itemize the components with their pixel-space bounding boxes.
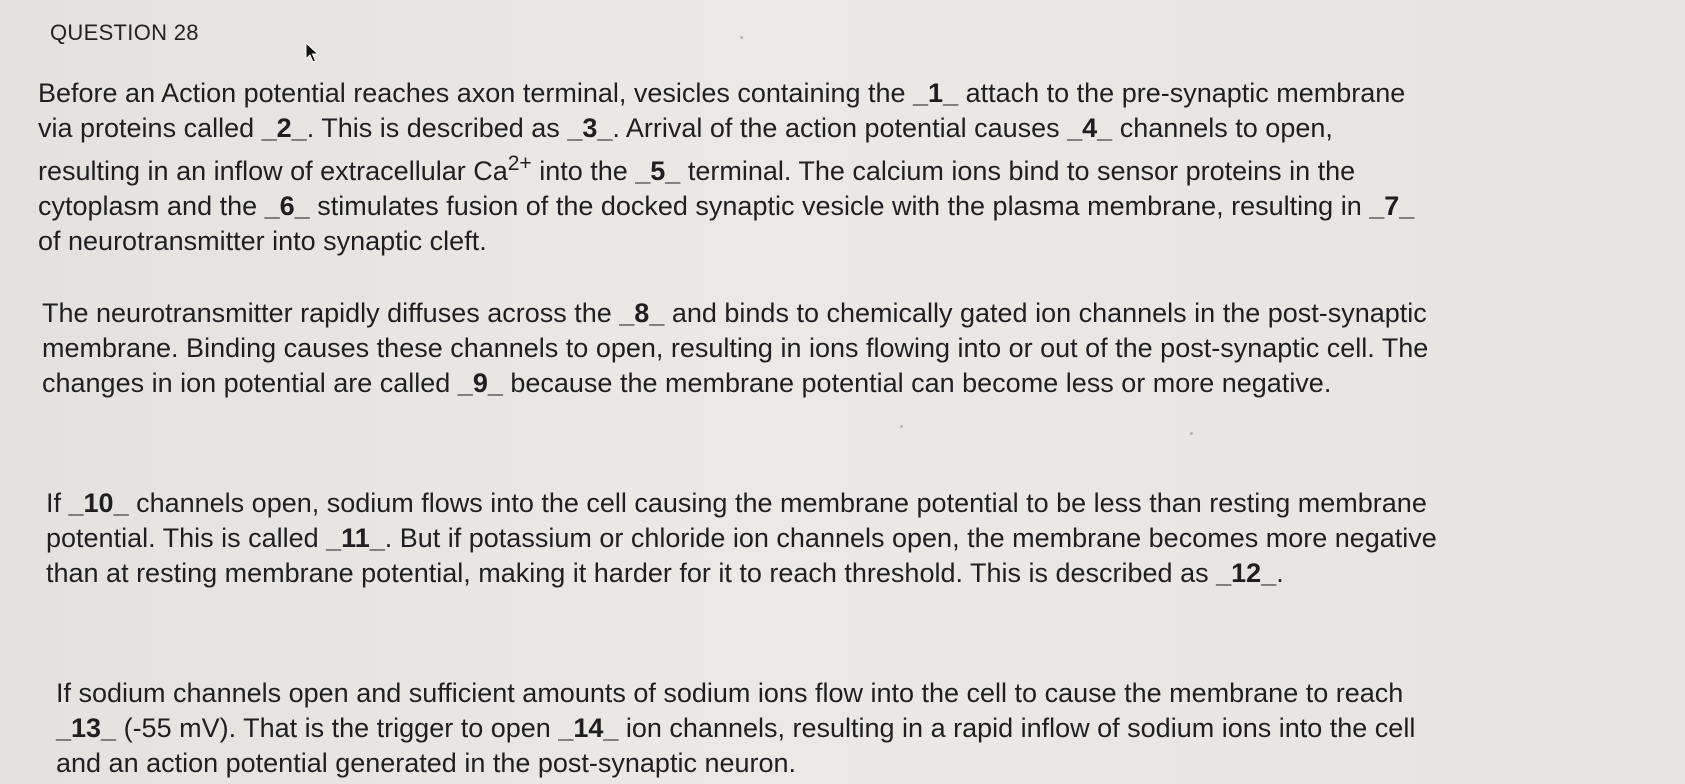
- blank-13: _13_: [56, 713, 117, 743]
- text-segment: terminal. The calcium ions bind to sensor proteins in the: [680, 156, 1356, 186]
- paragraph-3-line-2: [46, 521, 1666, 556]
- screen-speck: [900, 425, 903, 428]
- screen-speck: [1190, 432, 1193, 435]
- blank-12: _12_: [1216, 558, 1277, 588]
- text-segment: channels open, sodium flows into the cell causing the membrane potential to be less than resting membrane: [128, 488, 1427, 518]
- paragraph-2-line-2: membrane. Binding causes these channels to open, resulting in ions flowing into or out of the post-synaptic cell. The: [42, 333, 1429, 363]
- paragraph-4-line-2: [56, 711, 1676, 746]
- blank-2: _2_: [261, 113, 307, 143]
- blank-8: _8_: [619, 298, 665, 328]
- text-segment: cytoplasm and the: [38, 191, 265, 221]
- text-segment: ion channels, resulting in a rapid inflow of sodium ions into the cell: [618, 713, 1416, 743]
- paragraph-1-line-1: [38, 76, 1658, 111]
- paragraph-1: [38, 76, 1658, 259]
- paragraph-1-line-5: of neurotransmitter into synaptic cleft.: [38, 226, 487, 256]
- paragraph-3: [46, 486, 1666, 591]
- blank-9: _9_: [457, 368, 503, 398]
- paragraph-3-line-1: [46, 486, 1666, 521]
- paragraph-1-line-4: [38, 189, 1658, 224]
- text-segment: .: [1276, 558, 1284, 588]
- text-segment: If: [46, 488, 69, 518]
- paragraph-4-line-3: and an action potential generated in the post-synaptic neuron.: [56, 748, 797, 778]
- text-segment: attach to the pre-synaptic membrane: [958, 78, 1406, 108]
- paragraph-4-line-1: If sodium channels open and sufficient amounts of sodium ions flow into the cell to cause the membrane to reach: [56, 678, 1404, 708]
- blank-14: _14_: [558, 713, 619, 743]
- text-segment: into the: [531, 156, 636, 186]
- blank-10: _10_: [68, 488, 129, 518]
- text-segment: . This is described as: [306, 113, 568, 143]
- blank-5: _5_: [635, 156, 681, 186]
- text-segment: via proteins called: [38, 113, 262, 143]
- calcium-charge-superscript: 2+: [507, 152, 532, 175]
- mouse-pointer-icon: [304, 42, 320, 64]
- text-segment: Before an Action potential reaches axon terminal, vesicles containing the: [38, 78, 914, 108]
- blank-11: _11_: [326, 523, 385, 553]
- paragraph-1-line-2: [38, 111, 1658, 146]
- text-segment: . But if potassium or chloride ion channels open, the membrane becomes more negative: [384, 523, 1437, 553]
- paragraph-2-line-3: [42, 366, 1662, 401]
- text-segment: The neurotransmitter rapidly diffuses across the: [42, 298, 620, 328]
- text-segment: than at resting membrane potential, making it harder for it to reach threshold. This is described as: [46, 558, 1217, 588]
- text-segment: stimulates fusion of the docked synaptic vesicle with the plasma membrane, resulting in: [309, 191, 1370, 221]
- text-segment: and binds to chemically gated ion channels in the post-synaptic: [664, 298, 1427, 328]
- blank-7: _7_: [1369, 191, 1415, 221]
- question-title: QUESTION 28: [50, 20, 199, 45]
- paragraph-3-line-3: [46, 556, 1666, 591]
- blank-4: _4_: [1067, 113, 1113, 143]
- text-segment: potential. This is called: [46, 523, 327, 553]
- text-segment: channels to open,: [1112, 113, 1333, 143]
- screen-speck: [740, 36, 743, 39]
- paragraph-1-line-3: [38, 146, 1658, 189]
- blank-1: _1_: [913, 78, 959, 108]
- paragraph-2-line-1: [42, 296, 1662, 331]
- blank-6: _6_: [264, 191, 310, 221]
- blank-3: _3_: [567, 113, 613, 143]
- text-segment: because the membrane potential can become less or more negative.: [502, 368, 1332, 398]
- paragraph-4: [56, 676, 1676, 781]
- text-segment: changes in ion potential are called: [42, 368, 458, 398]
- text-segment: resulting in an inflow of extracellular Ca: [38, 156, 508, 186]
- text-segment: . Arrival of the action potential causes: [612, 113, 1068, 143]
- text-segment: (-55 mV). That is the trigger to open: [116, 713, 559, 743]
- paragraph-2: [42, 296, 1662, 401]
